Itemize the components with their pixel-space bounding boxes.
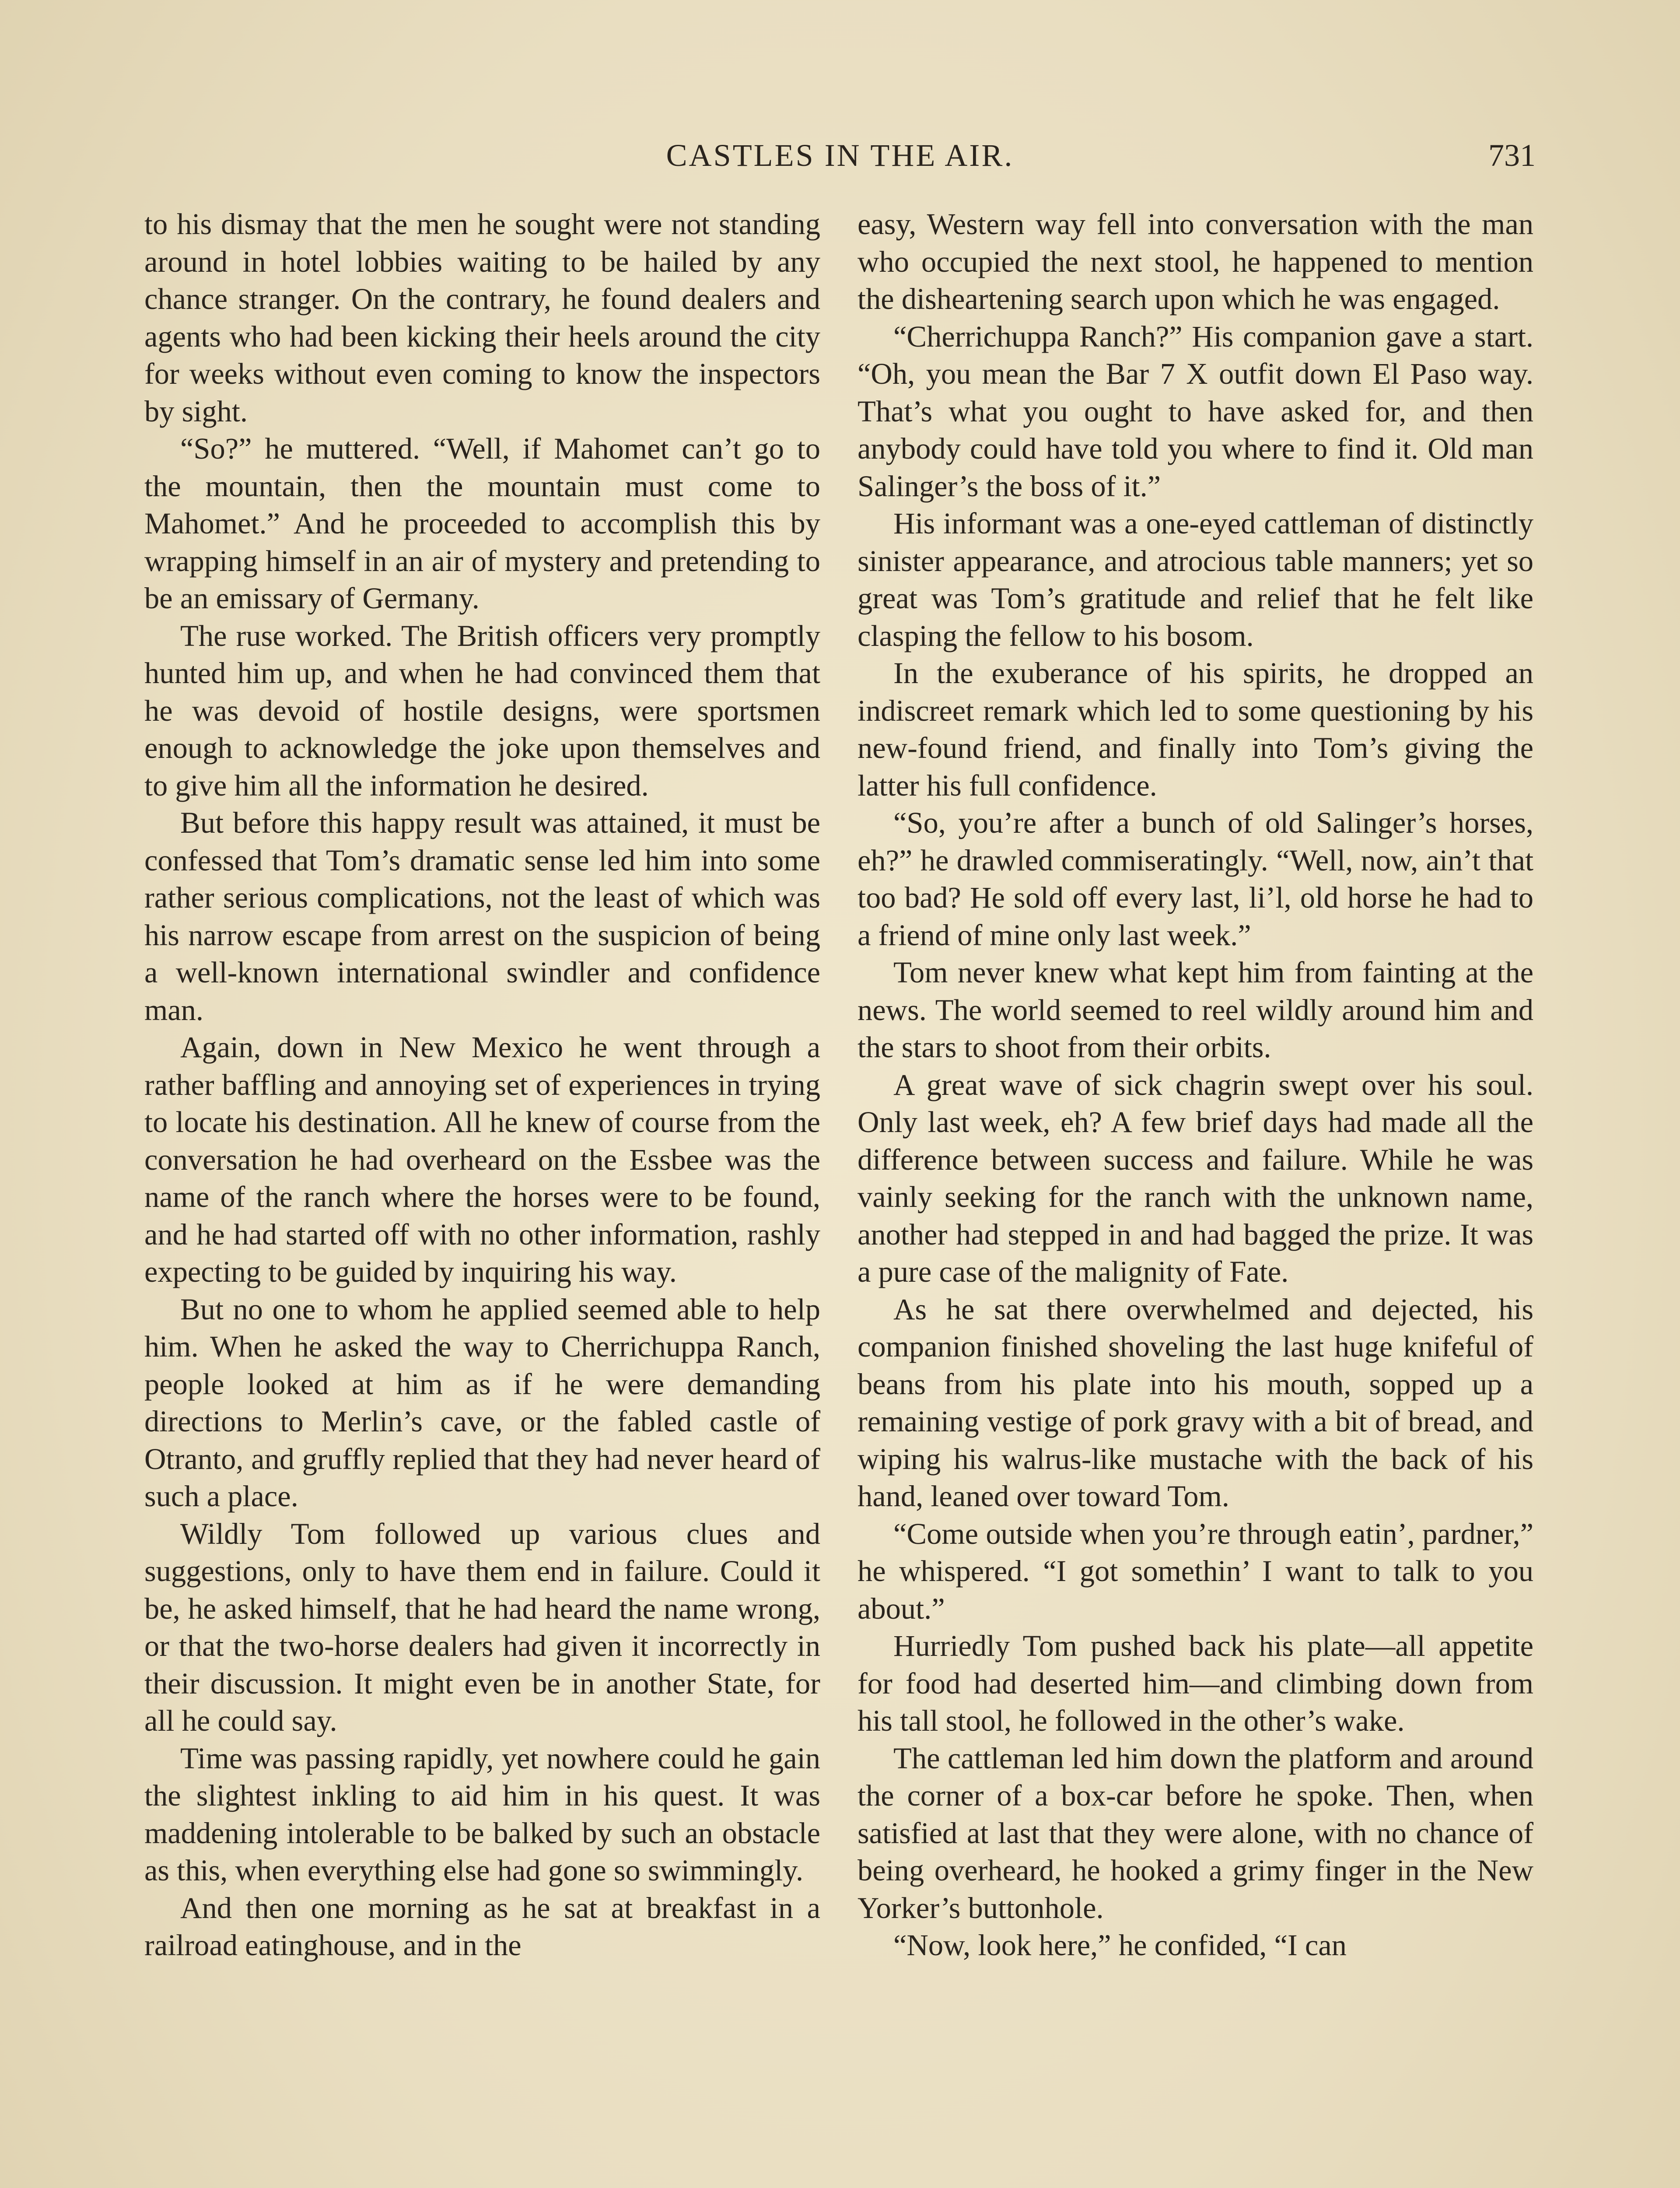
paragraph: to his dismay that the men he sought were not standing around in hotel lobbies waiting to be hailed by any chance stranger. On the contrary, he found dealers and agents who had been kicking their heels around the city for weeks without even coming to know the inspectors by sight. <box>144 207 820 428</box>
paragraph: easy, Western way fell into conversation with the man who occupied the next stool, he happened to mention the disheartening search upon which he was engaged. <box>858 207 1533 316</box>
paragraph: The ruse worked. The British officers very promptly hunted him up, and when he had convinced them that he was devoid of hostile designs, were sportsmen enough to acknowledge the joke upon themselves and to give him all the information he desired. <box>144 619 820 802</box>
running-title: CASTLES IN THE AIR. <box>666 138 1014 173</box>
page-header <box>144 131 1536 179</box>
paragraph: His informant was a one-eyed cattleman of distinctly sinister appearance, and atrocious table manners; yet so great was Tom’s gratitude and relief that he felt like clasping the fellow to his bosom. <box>858 507 1533 652</box>
paragraph: And then one morning as he sat at breakfast in a railroad eatinghouse, and in the <box>144 1891 820 1962</box>
paragraph: “So, you’re after a bunch of old Salinger’s horses, eh?” he drawled commiseratingly. “Well, now, ain’t that too bad? He sold off every last, li’l, old horse he had to a friend of mine only last week.” <box>858 806 1533 952</box>
right-column <box>858 206 1533 1964</box>
paragraph: Wildly Tom followed up various clues and suggestions, only to have them end in failure. Could it be, he asked himself, that he had heard the name wrong, or that the two-horse dealers had given it incorrectly in their discussion. It might even be in another State, for all he could say. <box>144 1517 820 1737</box>
paragraph: Time was passing rapidly, yet nowhere could he gain the slightest inkling to aid him in his quest. It was maddening intolerable to be balked by such an obstacle as this, when everything else had gone so swimmingly. <box>144 1741 820 1887</box>
paragraph: Hurriedly Tom pushed back his plate—all appetite for food had deserted him—and climbing down from his tall stool, he followed in the other’s wake. <box>858 1629 1533 1737</box>
paragraph: “Cherrichuppa Ranch?” His companion gave a start. “Oh, you mean the Bar 7 X outfit down El Paso way. That’s what you ought to have asked for, and then anybody could have told you where to find it. Old man Salinger’s the boss of it.” <box>858 319 1533 503</box>
paragraph: Tom never knew what kept him from fainting at the news. The world seemed to reel wildly around him and the stars to shoot from their orbits. <box>858 956 1533 1064</box>
paragraph: Again, down in New Mexico he went through a rather baffling and annoying set of experiences in trying to locate his destination. All he knew of course from the conversation he had overheard on the Essbee was the name of the ranch where the horses were to be found, and he had started off with no other information, rashly expecting to be guided by inquiring his way. <box>144 1031 820 1288</box>
left-column <box>144 206 820 1964</box>
paragraph: But no one to whom he applied seemed able to help him. When he asked the way to Cherrichuppa Ranch, people looked at him as if he were demanding directions to Merlin’s cave, or the fabled castle of Otranto, and gruffly replied that they had never heard of such a place. <box>144 1292 820 1513</box>
paragraph: A great wave of sick chagrin swept over his soul. Only last week, eh? A few brief days had made all the difference between success and failure. While he was vainly seeking for the ranch with the unknown name, another had stepped in and had bagged the prize. It was a pure case of the malignity of Fate. <box>858 1068 1533 1288</box>
paragraph: “Come outside when you’re through eatin’, pardner,” he whispered. “I got somethin’ I want to talk to you about.” <box>858 1517 1533 1625</box>
paragraph: “Now, look here,” he confided, “I can <box>893 1929 1347 1962</box>
paragraph: “So?” he muttered. “Well, if Mahomet can’t go to the mountain, then the mountain must come to Mahomet.” And he proceeded to accomplish this by wrapping himself in an air of mystery and pretending to be an emissary of Germany. <box>144 432 820 615</box>
paragraph: The cattleman led him down the platform and around the corner of a box-car before he spoke. Then, when satisfied at last that they were alone, with no chance of being overheard, he hooked a grimy finger in the New Yorker’s buttonhole. <box>858 1741 1533 1925</box>
paragraph: In the exuberance of his spirits, he dropped an indiscreet remark which led to some questioning by his new-found friend, and finally into Tom’s giving the latter his full confidence. <box>858 656 1533 802</box>
paragraph: As he sat there overwhelmed and dejected, his companion finished shoveling the last huge knifeful of beans from his plate into his mouth, sopped up a remaining vestige of pork gravy with a bit of bread, and wiping his walrus-like mustache with the back of his hand, leaned over toward Tom. <box>858 1292 1533 1513</box>
paragraph: But before this happy result was attained, it must be confessed that Tom’s dramatic sense led him into some rather serious complications, not the least of which was his narrow escape from arrest on the suspicion of being a well-known international swindler and confidence man. <box>144 806 820 1027</box>
page-number: 731 <box>1488 138 1536 173</box>
